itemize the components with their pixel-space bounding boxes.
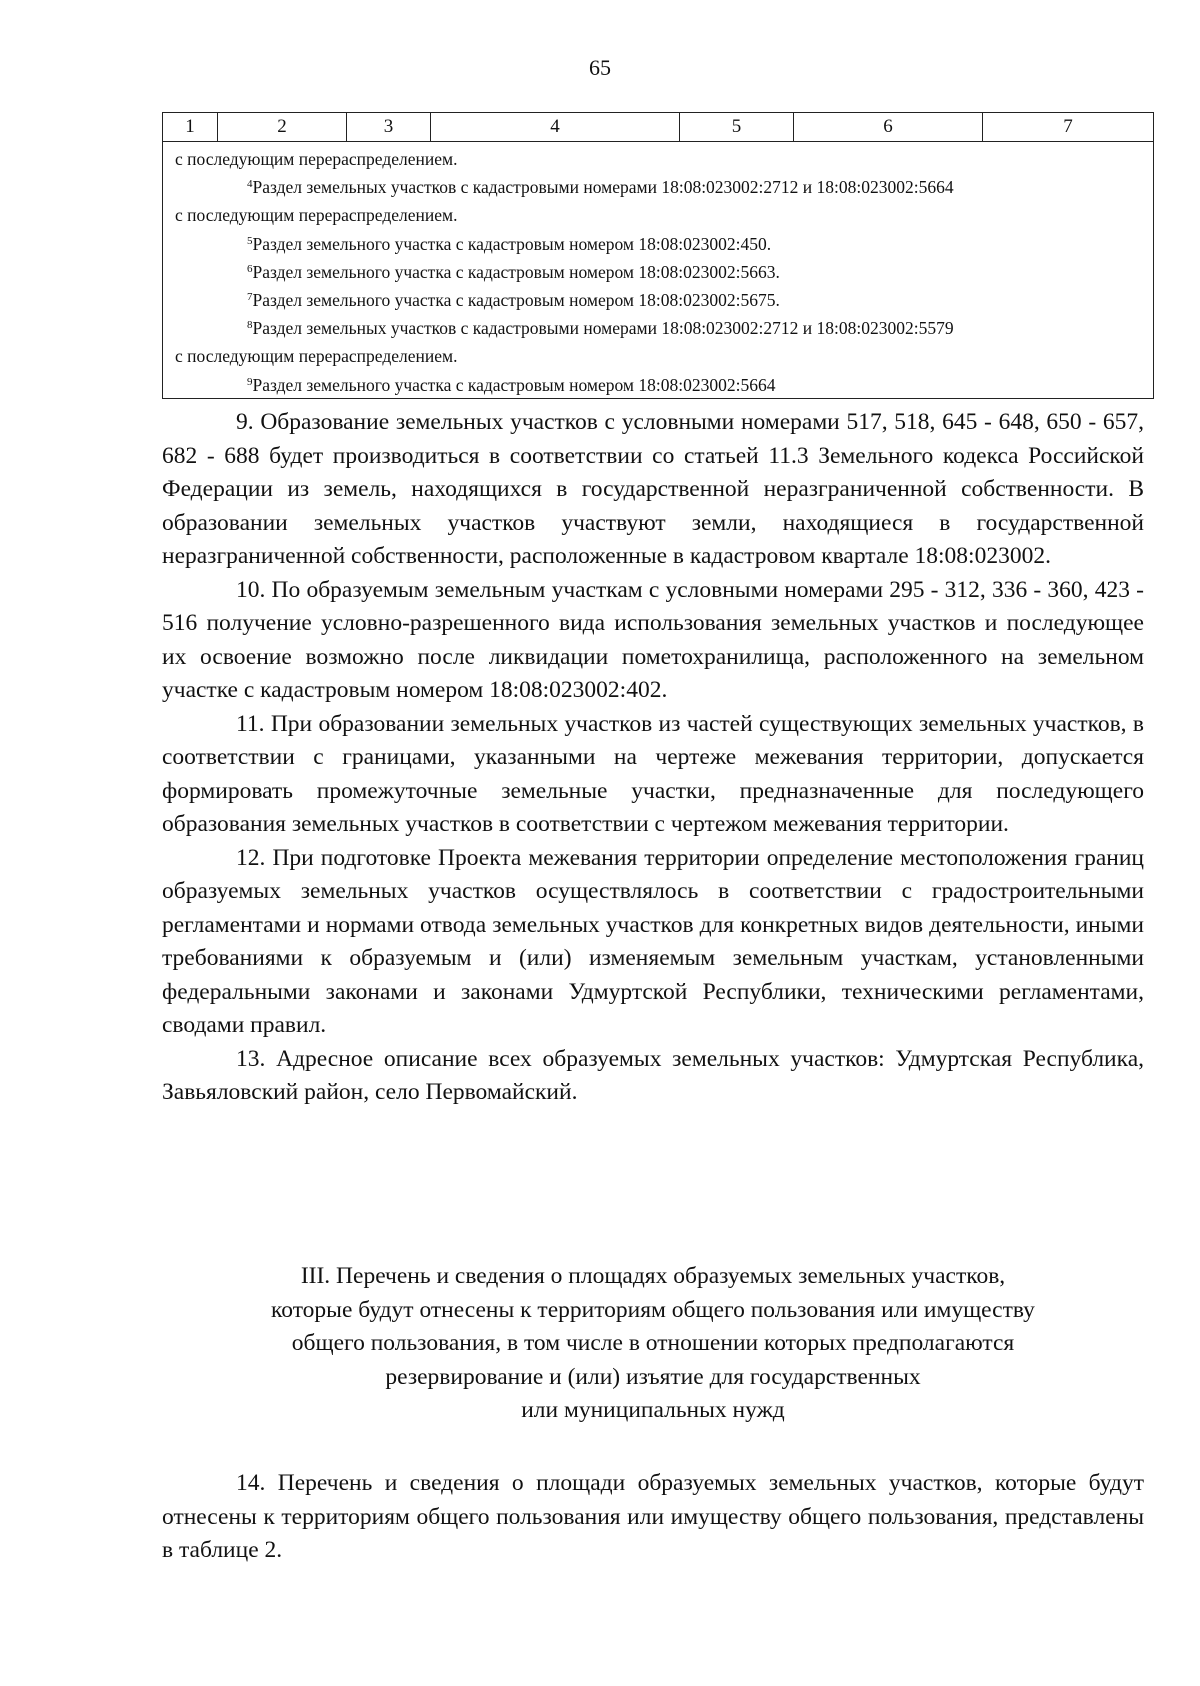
closing-paragraph-block [162,1467,1144,1568]
paragraph-11: 11. При образовании земельных участков из частей существующих земельных участков, в соответствии с границами, указанными на чертеже межевания территории, допускается формировать промежуточные земельные участки, предназначенные для последующего образования земельных участков в соответствии с чертежом межевания территории. [162,710,1144,837]
paragraph-12: 12. При подготовке Проекта межевания территории определение местоположения границ образуемых земельных участков осуществлялось в соответствии с градостроительными регламентами и нормами отвода земельных участков для конкретных видов деятельности, иными требованиями к образуемым и (или) изменяемым земельным участкам, установленными федеральными законами и законами Удмуртской Республики, техническими регламентами, сводами правил. [162,844,1144,1038]
footnote-text: с последующим перераспределением. [175,346,458,367]
notes-table [162,112,1154,399]
footnote-marker: 5 [247,234,253,247]
page-number: 65 [589,55,611,80]
paragraph-14: 14. Перечень и сведения о площади образуемых земельных участков, которые будут отнесены к территориям общего пользования или имуществу общего пользования, представлены в таблице 2. [162,1470,1144,1563]
footnote-line [175,341,1153,369]
footnote-line [175,370,1153,398]
footnote-text: Раздел земельных участков с кадастровыми номерами 18:08:023002:2712 и 18:08:023002:5579 [252,318,954,339]
paragraph-13: 13. Адресное описание всех образуемых земельных участков: Удмуртская Республика, Завьяловский район, село Первомайский. [162,1045,1144,1105]
footnote-line [175,229,1153,257]
heading-line: общего пользования, в том числе в отношении которых предполагаются [291,1330,1015,1356]
heading-line: резервирование и (или) изъятие для государственных [385,1363,921,1390]
paragraph-9: 9. Образование земельных участков с условными номерами 517, 518, 645 - 648, 650 - 657, 682 - 688 будет производиться в соответствии со статьей 11.3 Земельного кодекса Российской Федерации из земель, находящихся в государственной неразграниченной собственности. В образовании земельных участков участвуют земли, находящиеся в государственной неразграниченной собственности, расположенные в кадастровом квартале 18:08:023002. [162,409,1144,569]
table-footnotes [163,142,1153,398]
column-header-2: 2 [218,113,347,141]
footnote-marker: 9 [247,375,253,388]
footnote-marker: 7 [247,291,253,304]
numbered-paragraphs [162,406,1144,1110]
footnote-text: Раздел земельного участка с кадастровым номером 18:08:023002:5663. [252,261,780,282]
column-header-6: 6 [794,113,983,141]
table-header-row [163,113,1153,142]
footnote-line [175,313,1153,341]
footnote-text: Раздел земельного участка с кадастровым номером 18:08:023002:5664 [252,374,776,395]
footnote-line [175,200,1153,228]
footnote-text: Раздел земельных участков с кадастровыми номерами 18:08:023002:2712 и 18:08:023002:5664 [252,177,954,198]
column-header-4: 4 [431,113,680,141]
footnote-marker: 6 [247,262,253,275]
heading-line: которые будут отнесены к территориям общего пользования или имуществу [271,1296,1035,1323]
footnote-marker: 4 [247,178,253,191]
footnote-line [175,285,1153,313]
footnote-text: Раздел земельного участка с кадастровым номером 18:08:023002:450. [252,233,772,254]
column-header-3: 3 [347,113,431,141]
footnote-text: Раздел земельного участка с кадастровым номером 18:08:023002:5675. [252,290,780,311]
footnote-line [175,257,1153,285]
footnote-text: с последующим перераспределением. [175,205,458,226]
paragraph-10: 10. По образуемым земельным участкам с условными номерами 295 - 312, 336 - 360, 423 - 516 получение условно-разрешенного вида использования земельных участков и последующее их освоение возможно после ликвидации пометохранилища, расположенного на земельном участке с кадастровым номером 18:08:023002:402. [162,576,1144,703]
section-heading [162,1260,1144,1428]
column-header-1: 1 [163,113,218,141]
heading-line: или муниципальных нужд [521,1397,785,1423]
footnote-line [175,144,1153,172]
column-header-7: 7 [1063,116,1073,137]
footnote-marker: 8 [247,319,253,332]
column-header-5: 5 [680,113,794,141]
footnote-line [175,172,1153,200]
heading-line: III. Перечень и сведения о площадях образуемых земельных участков, [300,1263,1006,1289]
footnote-text: с последующим перераспределением. [175,149,458,169]
